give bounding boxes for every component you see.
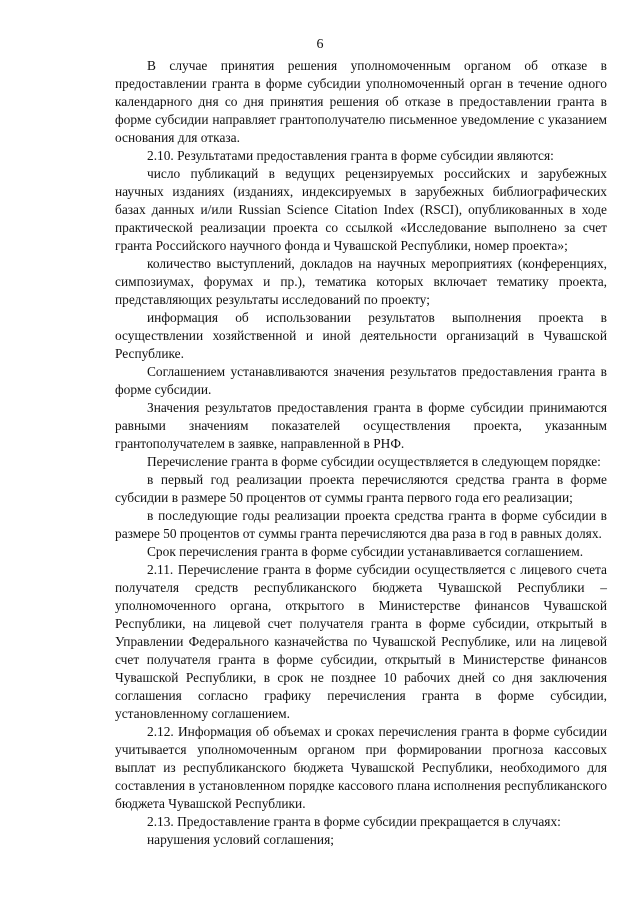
paragraph: В случае принятия решения уполномоченным органом об отказе в предоставлении гранта в форме субсидии уполномоченный орган в течение одного календарного дня со дня принятия решения об отказе в предоставлении гранта в форме субсидии направляет грантополучателю письменное уведомление с указанием основания для отказа. [115,58,607,145]
paragraph: нарушения условий соглашения; [147,832,334,847]
paragraph: 2.10. Результатами предоставления гранта в форме субсидии являются: [147,148,554,163]
paragraph: Срок перечисления гранта в форме субсидии устанавливается соглашением. [147,544,584,559]
paragraph: 2.11. Перечисление гранта в форме субсидии осуществляется с лицевого счета получателя средств республиканского бюджета Чувашской Республики – уполномоченного органа, открытого в Министерстве финансов Чувашской Республики, на лицевой счет получателя гранта в форме субсидии, открытый в Управлении Федерального казначейства по Чувашской Республике, или на лицевой счет получателя гранта в форме субсидии, открытый в Министерстве финансов Чувашской Республики, в срок не позднее 10 рабочих дней со дня заключения соглашения согласно графику перечисления гранта в форме субсидии, установленному соглашением. [115,562,607,721]
paragraph: в последующие годы реализации проекта средства гранта в форме субсидии в размере 50 процентов от суммы гранта перечисляются два раза в год в равных долях. [115,508,607,541]
paragraph: информация об использовании результатов выполнения проекта в осуществлении хозяйственной и иной деятельности организаций в Чувашской Республике. [115,310,607,361]
paragraph: количество выступлений, докладов на научных мероприятиях (конференциях, симпозиумах, форумах и пр.), тематика которых включает тематику проекта, представляющих результаты исследований по проекту; [115,256,607,307]
paragraph: число публикаций в ведущих рецензируемых российских и зарубежных научных изданиях (изданиях, индексируемых в зарубежных библиографических базах данных и/или Russian Science Citation Index (RSCI), опубликованных в ходе практической реализации проекта со ссылкой «Исследование выполнено за счет гранта Российского научного фонда и Чувашской Республики, номер проекта»; [115,166,607,253]
paragraph: Соглашением устанавливаются значения результатов предоставления гранта в форме субсидии. [115,364,607,397]
paragraph: 2.13. Предоставление гранта в форме субсидии прекращается в случаях: [147,814,561,829]
paragraph: 2.12. Информация об объемах и сроках перечисления гранта в форме субсидии учитывается уполномоченным органом при формировании прогноза кассовых выплат из республиканского бюджета Чувашской Республики, необходимого для составления в установленном порядке кассового плана исполнения республиканского бюджета Чувашской Республики. [115,724,607,811]
paragraph: Перечисление гранта в форме субсидии осуществляется в следующем порядке: [147,454,601,469]
paragraph: Значения результатов предоставления гранта в форме субсидии принимаются равными значениям показателей осуществления проекта, указанным грантополучателем в заявке, направленной в РНФ. [115,400,607,451]
page-number: 6 [316,37,324,52]
paragraph: в первый год реализации проекта перечисляются средства гранта в форме субсидии в размере 50 процентов от суммы гранта первого года его реализации; [115,472,607,505]
document-body [115,57,607,849]
